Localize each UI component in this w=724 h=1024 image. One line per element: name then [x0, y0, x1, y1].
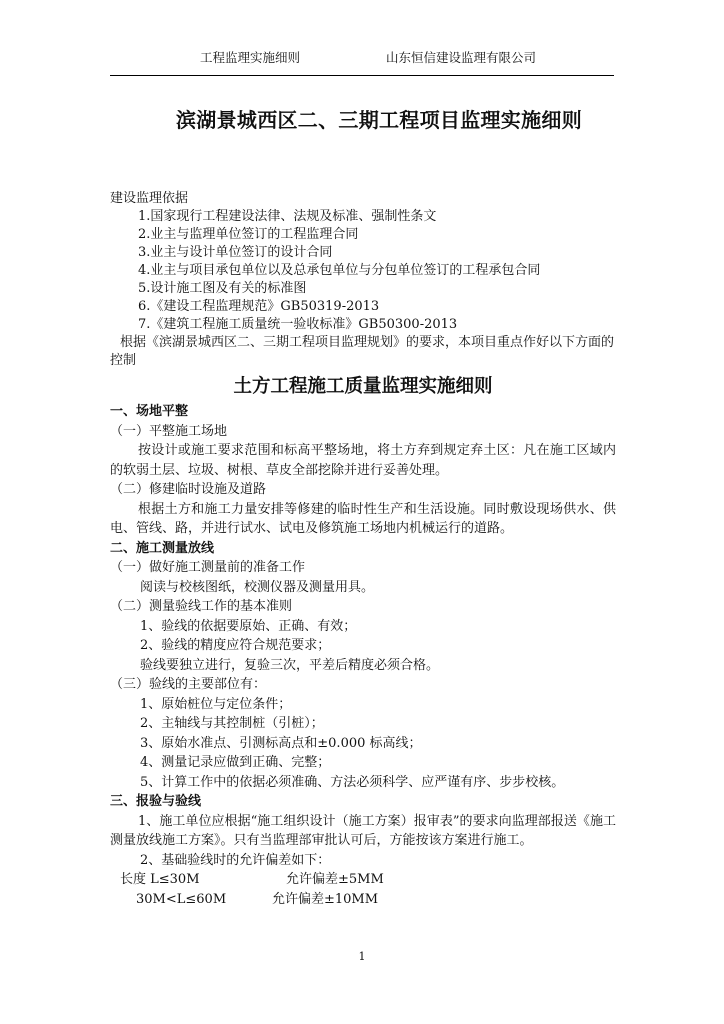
section-heading: 三、报验与验线	[110, 794, 202, 809]
document-title: 滨湖景城西区二、三期工程项目监理实施细则	[176, 108, 582, 132]
basis-note: 根据《滨湖景城西区二、三期工程项目监理规划》的要求，本项目重点作好以下方面的控制	[110, 335, 615, 368]
header-right: 山东恒信建设监理有限公司	[386, 50, 537, 65]
section-heading: 二、施工测量放线	[110, 540, 215, 556]
basis-item: 2.业主与监理单位签订的工程监理合同	[138, 227, 359, 242]
paragraph: 1、施工单位应根据“施工组织设计（施工方案）报审表”的要求向监理部报送《施工测量放线施工方案》。只有当监理部审批认可后，方能按该方案进行施工。	[110, 813, 616, 848]
page-number: 1	[358, 950, 366, 963]
tolerance-value: 允许偏差±10MM	[272, 891, 379, 907]
paragraph: 2、基础验线时的允许偏差如下：	[140, 852, 331, 868]
list-item: 1、原始桩位与定位条件；	[140, 696, 292, 712]
basis-heading: 建设监理依据	[110, 191, 189, 206]
list-item: 5、计算工作中的依据必须准确、方法必须科学、应严谨有序、步步校核。	[140, 774, 565, 790]
section-subtitle: 土方工程施工质量监理实施细则	[233, 376, 493, 397]
basis-item: 3.业主与设计单位签订的设计合同	[138, 245, 333, 260]
basis-item: 6.《建设工程监理规范》GB50319-2013	[138, 299, 380, 314]
basis-item: 5.设计施工图及有关的标准图	[138, 281, 307, 296]
subsection-heading: （一）平整施工场地	[110, 423, 228, 439]
basis-item: 1.国家现行工程建设法律、法规及标准、强制性条文	[138, 209, 437, 224]
section-heading: 一、场地平整	[110, 404, 189, 419]
subsection-heading: （三）验线的主要部位有：	[110, 677, 267, 692]
subsection-heading: （二）修建临时设施及道路	[110, 482, 267, 497]
paragraph: 阅读与校核图纸，校测仪器及测量用具。	[140, 579, 375, 595]
basis-item: 4.业主与项目承包单位以及总承包单位与分包单位签订的工程承包合同	[138, 263, 541, 278]
list-item: 3、原始水准点、引测标高点和±0.000 标高线；	[140, 735, 422, 751]
list-item: 2、验线的精度应符合规范要求；	[140, 638, 331, 653]
list-item: 4、测量记录应做到正确、完整；	[140, 755, 331, 770]
tolerance-row	[110, 870, 616, 890]
header-left: 工程监理实施细则	[200, 50, 301, 65]
tolerance-value: 允许偏差±5MM	[286, 872, 384, 887]
paragraph: 按设计或施工要求范围和标高平整场地，将土方弃到规定弃土区：凡在施工区域内的软弱土层、垃圾、树根、草皮全部挖除并进行妥善处理。	[110, 443, 616, 478]
tolerance-row	[110, 890, 616, 910]
list-item: 2、主轴线与其控制桩（引桩）；	[140, 716, 324, 731]
list-item: 验线要独立进行，复验三次，平差后精度必须合格。	[140, 657, 440, 673]
subsection-heading: （一）做好施工测量前的准备工作	[110, 560, 306, 575]
list-item: 1、验线的依据要原始、正确、有效；	[140, 618, 357, 634]
paragraph: 根据土方和施工力量安排等修建的临时性生产和生活设施。同时敷设现场供水、供电、管线、路，并进行试水、试电及修筑施工场地内机械运行的道路。	[110, 501, 616, 536]
header-rule	[110, 75, 614, 76]
subsection-heading: （二）测量验线工作的基本准则	[110, 599, 293, 614]
document-body	[110, 190, 616, 909]
tolerance-range: 长度 L≤30M	[120, 872, 200, 887]
tolerance-range: 30M<L≤60M	[136, 891, 227, 907]
basis-item: 7.《建筑工程施工质量统一验收标准》GB50300-2013	[138, 317, 458, 332]
